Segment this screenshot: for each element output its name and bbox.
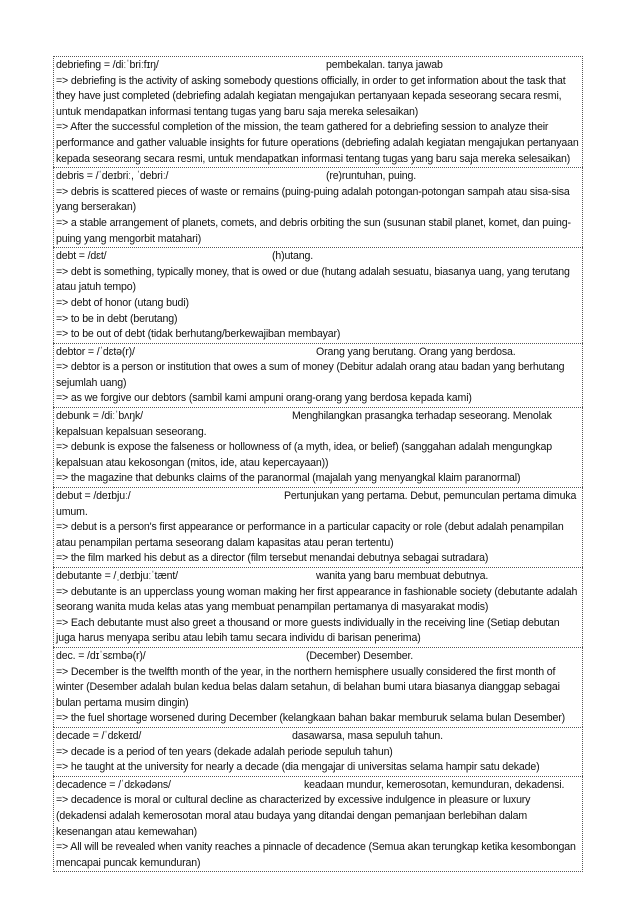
entry-debtor [53,343,583,407]
entry-line: => debriefing is the activity of asking somebody questions officially, in order to get information about the task that they have just completed (debriefing adalah kegiatan mengajukan pertanyaan kepada seseorang secara resmi, untuk mendapatkan informasi tentang tugas yang baru saja mereka selesaikan) [56,74,566,118]
meaning: Orang yang berutang. Orang yang berdosa. [316,345,516,358]
headword: decade = /ˈdɛkeɪd/ [56,729,142,742]
headword: debtor = /ˈdɛtə(r)/ [56,345,135,358]
entry-line: => debtor is a person or institution that owes a sum of money (Debitur adalah orang atau badan yang berhutang sejumlah uang) [56,361,565,389]
entry-head [56,345,580,361]
entry-line: => decadence is moral or cultural decline as characterized by excessive indulgence in pleasure or luxury (dekadensi adalah kemerosotan moral atau budaya yang ditandai dengan pemanjaan berlebihan dalam kesenangan atau kemewahan) [56,794,531,838]
meaning: (h)utang. [272,250,314,263]
meaning: Pertunjukan yang pertama. Debut, pemunculan pertama dimuka umum. [56,490,577,518]
headword: debutante = /ˌdeɪbjuːˈtænt/ [56,570,178,582]
entry-line: => debris is scattered pieces of waste or remains (puing-puing adalah potongan-potongan sampah atau sisa-sisa yang berserakan) [56,185,570,214]
entry-decadence [53,776,583,873]
entry-head [56,409,580,440]
entry-line: => debut is a person's first appearance or performance in a particular capacity or role (debut adalah penampilan atau penampilan pertama seseorang dalam kapasitas atau peran tertentu) [56,521,564,549]
headword: debris = /ˈdeɪbriː, ˈdebriː/ [56,170,169,183]
headword: decadence = /ˈdɛkədəns/ [56,778,171,791]
entry-head [56,569,580,585]
entry-line: => to be out of debt (tidak berhutang/berkewajiban membayar) [56,328,341,341]
entry-decade [53,727,583,776]
entry-line: => Each debutante must also greet a thousand or more guests individually in the receiving line (Setiap debutan juga harus menyapa seribu atau lebih tamu secara individu di barisan penerima) [56,616,560,645]
headword: debriefing = /diːˈbriːfɪŋ/ [56,59,159,71]
entry-debutante [53,567,583,647]
entry-line: => All will be revealed when vanity reaches a pinnacle of decadence (Semua akan terungkap ketika kesombongan mencapai puncak kemunduran) [56,841,576,869]
entry-debunk [53,407,583,487]
entry-line: => the film marked his debut as a director (film tersebut menandai debutnya sebagai sutradara) [56,552,489,565]
entry-line: => the fuel shortage worsened during December (kelangkaan bahan bakar memburuk selama bulan Desember) [56,712,565,725]
headword: debt = /dɛt/ [56,250,107,263]
entry-line: => After the successful completion of the mission, the team gathered for a debriefing session to analyze their performance and gather valuable insights for future operations (debriefing adalah kegiatan mengajukan pertanyaan kepada seseorang secara resmi, untuk mendapatkan informasi tentang tugas yang baru saja mereka selesaikan) [56,121,579,165]
entry-line: => debunk is expose the falseness or hollowness of (a myth, idea, or belief) (sanggahan adalah mengungkap kepalsuan atau kekosongan (mitos, ide, atau kepercayaan)) [56,441,553,469]
entry-debt [53,247,583,343]
entry-head [56,58,580,74]
meaning: wanita yang baru membuat debutnya. [316,570,489,582]
entry-head [56,249,580,265]
entry-line: => decade is a period of ten years (dekade adalah periode sepuluh tahun) [56,745,393,758]
headword: dec. = /dɪˈsɛmbə(r)/ [56,649,146,662]
entry-line: => the magazine that debunks claims of the paranormal (majalah yang menyangkal klaim paranormal) [56,472,521,485]
meaning: pembekalan. tanya jawab [326,59,443,71]
entry-debut [53,487,583,567]
meaning: dasawarsa, masa sepuluh tahun. [292,729,443,742]
entry-line: => to be in debt (berutang) [56,312,178,325]
entry-line: => he taught at the university for nearly a decade (dia mengajar di universitas selama hampir satu dekade) [56,761,540,774]
headword: debut = /deɪbjuː/ [56,490,131,503]
glossary-page [53,56,583,872]
entry-december [53,647,583,727]
entry-line: => as we forgive our debtors (sambil kami ampuni orang-orang yang berdosa kepada kami) [56,392,472,405]
meaning: (re)runtuhan, puing. [326,170,417,183]
entry-head [56,169,580,185]
meaning: keadaan mundur, kemerosotan, kemunduran, dekadensi. [304,778,565,791]
meaning: (December) Desember. [306,649,414,662]
entry-head [56,778,580,794]
meaning: Menghilangkan prasangka terhadap seseorang. Menolak kepalsuan kepalsuan seseorang. [56,410,552,438]
entry-head [56,729,580,745]
entry-debriefing [53,56,583,167]
entry-debris [53,167,583,247]
entry-line: => debt of honor (utang budi) [56,296,189,309]
entry-head [56,649,580,665]
entry-head [56,489,580,520]
entry-line: => debutante is an upperclass young woman making her first appearance in fashionable society (debutante adalah seorang wanita muda kelas atas yang membuat penampilan pertamanya di masyarakat modis) [56,585,578,614]
entry-line: => a stable arrangement of planets, comets, and debris orbiting the sun (susunan stabil planet, komet, dan puing-puing yang mengorbit matahari) [56,216,571,245]
entry-line: => December is the twelfth month of the year, in the northern hemisphere usually considered the first month of winter (Desember adalah bulan kedua belas dalam setahun, di belahan bumi utara biasanya dianggap sebagai bulan pertama musim dingin) [56,665,560,709]
entry-line: => debt is something, typically money, that is owed or due (hutang adalah sesuatu, biasanya uang, yang terutang atau jatuh tempo) [56,265,570,294]
headword: debunk = /diːˈbʌŋk/ [56,410,143,423]
